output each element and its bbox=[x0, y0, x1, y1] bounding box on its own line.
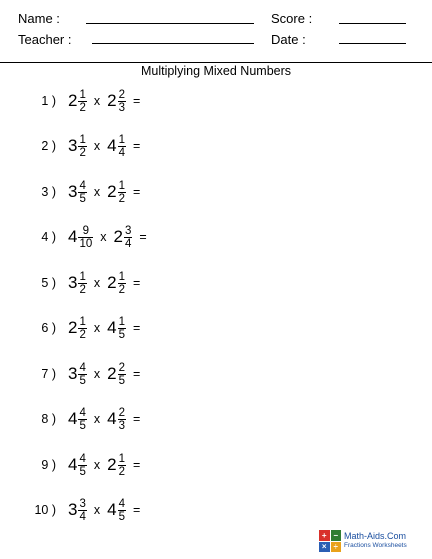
mixed-number bbox=[68, 316, 87, 341]
problem-number: 7 ) bbox=[41, 367, 56, 381]
logo-main-text: Math-Aids.Com bbox=[344, 531, 407, 541]
numerator: 4 bbox=[79, 361, 86, 374]
equals-sign: = bbox=[133, 367, 141, 381]
multiply-operator: x bbox=[93, 321, 101, 335]
multiply-operator: x bbox=[93, 185, 101, 199]
denominator: 5 bbox=[118, 374, 125, 387]
mixed-number bbox=[68, 498, 87, 523]
denominator: 2 bbox=[118, 192, 125, 205]
problem-row bbox=[16, 399, 140, 439]
numerator: 2 bbox=[118, 406, 125, 419]
equals-sign: = bbox=[133, 185, 141, 199]
fraction bbox=[118, 134, 126, 159]
whole-number: 4 bbox=[107, 136, 117, 155]
equals-sign: = bbox=[133, 139, 141, 153]
fraction bbox=[124, 225, 132, 250]
fraction bbox=[78, 271, 86, 296]
mixed-number bbox=[114, 225, 133, 250]
numerator: 1 bbox=[79, 133, 86, 146]
whole-number: 2 bbox=[113, 227, 123, 246]
mixed-number bbox=[107, 498, 126, 523]
numerator: 2 bbox=[118, 361, 125, 374]
numerator: 3 bbox=[79, 497, 86, 510]
denominator: 2 bbox=[79, 101, 86, 114]
equals-sign: = bbox=[139, 230, 147, 244]
worksheet-title: Multiplying Mixed Numbers bbox=[140, 64, 292, 78]
problem-number: 5 ) bbox=[41, 276, 56, 290]
multiply-operator: x bbox=[93, 139, 101, 153]
whole-number: 3 bbox=[68, 273, 78, 292]
numerator: 4 bbox=[118, 497, 125, 510]
problem-row bbox=[16, 308, 140, 348]
mixed-number bbox=[68, 225, 93, 250]
mixed-number bbox=[107, 316, 126, 341]
multiply-operator: x bbox=[93, 503, 101, 517]
multiply-operator: x bbox=[100, 230, 107, 244]
mixed-number bbox=[68, 89, 87, 114]
denominator: 2 bbox=[118, 283, 125, 296]
mixed-number bbox=[107, 134, 126, 159]
equals-sign: = bbox=[133, 321, 141, 335]
numerator: 1 bbox=[79, 88, 86, 101]
whole-number: 2 bbox=[107, 91, 117, 110]
fraction bbox=[118, 453, 126, 478]
fraction bbox=[78, 362, 86, 387]
whole-number: 2 bbox=[107, 273, 117, 292]
fraction bbox=[78, 180, 86, 205]
teacher-label: Teacher : bbox=[18, 32, 72, 47]
equals-sign: = bbox=[133, 94, 141, 108]
mixed-number bbox=[107, 407, 126, 432]
problem-number: 3 ) bbox=[41, 185, 56, 199]
problem-number: 10 ) bbox=[34, 503, 56, 517]
numerator: 1 bbox=[118, 179, 125, 192]
denominator: 2 bbox=[79, 328, 86, 341]
score-line bbox=[339, 23, 406, 24]
whole-number: 4 bbox=[68, 455, 78, 474]
denominator: 2 bbox=[79, 146, 86, 159]
denominator: 5 bbox=[79, 465, 86, 478]
fraction bbox=[118, 316, 126, 341]
mixed-number bbox=[68, 453, 87, 478]
whole-number: 4 bbox=[107, 318, 117, 337]
plus-icon: + bbox=[319, 530, 330, 541]
numerator: 1 bbox=[118, 452, 125, 465]
numerator: 1 bbox=[118, 270, 125, 283]
equals-sign: = bbox=[133, 412, 141, 426]
problem-row bbox=[16, 126, 140, 166]
whole-number: 2 bbox=[68, 318, 78, 337]
minus-icon: − bbox=[331, 530, 342, 541]
mixed-number bbox=[68, 362, 87, 387]
multiply-operator: x bbox=[93, 458, 101, 472]
times-icon: × bbox=[319, 542, 330, 553]
whole-number: 2 bbox=[107, 455, 117, 474]
denominator: 5 bbox=[118, 510, 125, 523]
denominator: 5 bbox=[118, 328, 125, 341]
denominator: 4 bbox=[124, 237, 132, 250]
whole-number: 4 bbox=[107, 500, 117, 519]
fraction bbox=[118, 89, 126, 114]
numerator: 4 bbox=[79, 179, 86, 192]
divide-icon: ÷ bbox=[331, 542, 342, 553]
logo-sub-text: Fractions Worksheets bbox=[344, 542, 407, 549]
whole-number: 4 bbox=[107, 409, 117, 428]
fraction bbox=[78, 225, 93, 250]
equals-sign: = bbox=[133, 503, 141, 517]
problem-number: 1 ) bbox=[41, 94, 56, 108]
problem-row bbox=[16, 445, 140, 485]
multiply-operator: x bbox=[93, 94, 101, 108]
equals-sign: = bbox=[133, 276, 141, 290]
fraction bbox=[78, 453, 86, 478]
numerator: 2 bbox=[118, 88, 125, 101]
math-symbols-icon bbox=[319, 530, 341, 552]
fraction bbox=[118, 407, 126, 432]
numerator: 9 bbox=[82, 224, 90, 237]
date-line bbox=[339, 43, 406, 44]
denominator: 2 bbox=[79, 283, 86, 296]
fraction bbox=[78, 134, 86, 159]
name-line bbox=[86, 23, 254, 24]
multiply-operator: x bbox=[93, 276, 101, 290]
denominator: 10 bbox=[79, 237, 93, 250]
fraction bbox=[118, 180, 126, 205]
fraction bbox=[78, 316, 86, 341]
numerator: 4 bbox=[79, 452, 86, 465]
header-divider bbox=[0, 62, 432, 63]
whole-number: 4 bbox=[68, 409, 78, 428]
whole-number: 3 bbox=[68, 364, 78, 383]
denominator: 3 bbox=[118, 419, 125, 432]
denominator: 4 bbox=[118, 146, 125, 159]
fraction bbox=[78, 407, 86, 432]
teacher-line bbox=[92, 43, 254, 44]
fraction bbox=[78, 498, 86, 523]
denominator: 5 bbox=[79, 419, 86, 432]
numerator: 1 bbox=[79, 315, 86, 328]
math-aids-logo bbox=[319, 530, 407, 552]
whole-number: 2 bbox=[68, 91, 78, 110]
score-label: Score : bbox=[271, 11, 313, 26]
name-label: Name : bbox=[18, 11, 60, 26]
denominator: 4 bbox=[79, 510, 86, 523]
fraction bbox=[118, 271, 126, 296]
mixed-number bbox=[107, 453, 126, 478]
mixed-number bbox=[68, 271, 87, 296]
whole-number: 3 bbox=[68, 182, 78, 201]
numerator: 3 bbox=[124, 224, 132, 237]
problem-row bbox=[16, 172, 140, 212]
problem-row bbox=[16, 263, 140, 303]
date-label: Date : bbox=[271, 32, 306, 47]
problem-number: 9 ) bbox=[41, 458, 56, 472]
whole-number: 3 bbox=[68, 136, 78, 155]
multiply-operator: x bbox=[93, 412, 101, 426]
whole-number: 2 bbox=[107, 182, 117, 201]
multiply-operator: x bbox=[93, 367, 101, 381]
denominator: 5 bbox=[79, 374, 86, 387]
problem-number: 6 ) bbox=[41, 321, 56, 335]
problem-row bbox=[16, 354, 140, 394]
problem-number: 4 ) bbox=[41, 230, 56, 244]
fraction bbox=[118, 498, 126, 523]
mixed-number bbox=[107, 180, 126, 205]
denominator: 5 bbox=[79, 192, 86, 205]
mixed-number bbox=[107, 362, 126, 387]
numerator: 1 bbox=[118, 315, 125, 328]
mixed-number bbox=[68, 134, 87, 159]
fraction bbox=[118, 362, 126, 387]
whole-number: 2 bbox=[107, 364, 117, 383]
problem-number: 2 ) bbox=[41, 139, 56, 153]
numerator: 1 bbox=[118, 133, 125, 146]
denominator: 2 bbox=[118, 465, 125, 478]
fraction bbox=[78, 89, 86, 114]
problem-row bbox=[16, 217, 147, 257]
equals-sign: = bbox=[133, 458, 141, 472]
problem-number: 8 ) bbox=[41, 412, 56, 426]
numerator: 4 bbox=[79, 406, 86, 419]
mixed-number bbox=[68, 180, 87, 205]
problem-row bbox=[16, 81, 140, 121]
mixed-number bbox=[107, 271, 126, 296]
denominator: 3 bbox=[118, 101, 125, 114]
problem-row bbox=[16, 490, 140, 530]
whole-number: 3 bbox=[68, 500, 78, 519]
numerator: 1 bbox=[79, 270, 86, 283]
mixed-number bbox=[107, 89, 126, 114]
mixed-number bbox=[68, 407, 87, 432]
whole-number: 4 bbox=[68, 227, 78, 246]
